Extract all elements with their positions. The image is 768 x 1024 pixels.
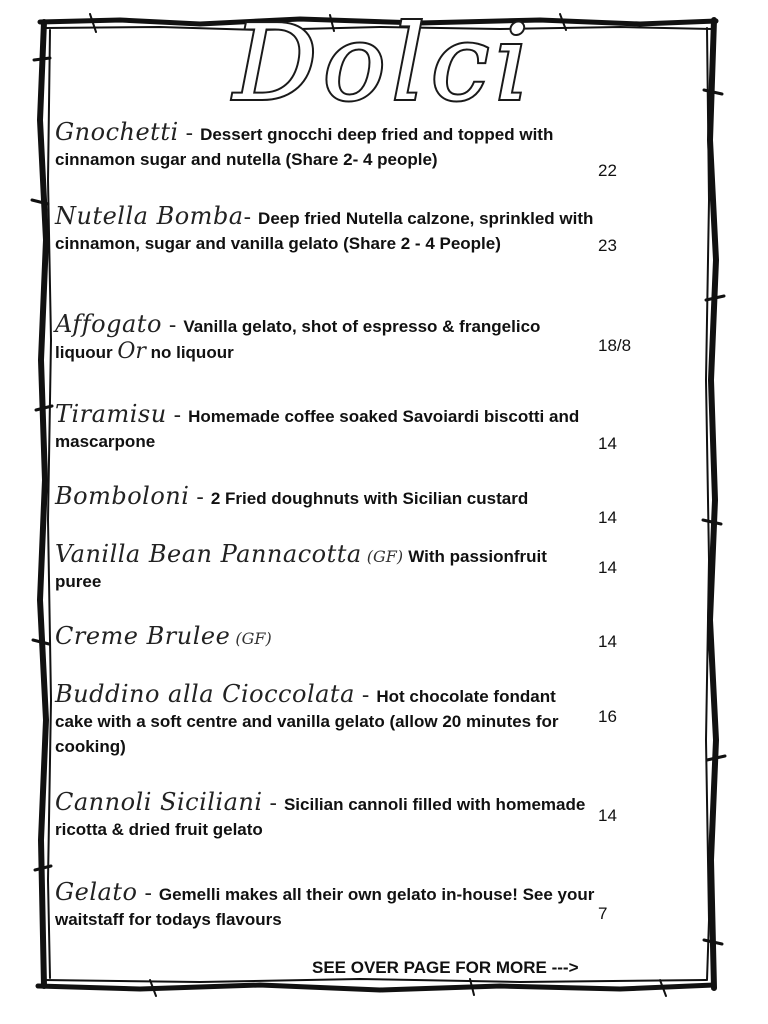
item-description: Homemade coffee soaked Savoiardi biscotti and mascarpone — [55, 407, 580, 451]
item-price: 14 — [598, 508, 617, 527]
item-price: 18/8 — [598, 336, 632, 355]
menu-item-nutella-bomba — [55, 202, 595, 256]
item-separator: - — [354, 683, 377, 708]
item-price: 14 — [598, 806, 617, 825]
menu-item-creme-brulee — [55, 622, 595, 650]
item-price: 7 — [598, 904, 608, 923]
item-or: Or — [117, 339, 146, 364]
item-description-alt: no liquour — [145, 343, 234, 362]
item-separator: - — [178, 121, 201, 146]
item-separator: - — [166, 403, 189, 428]
item-price: 22 — [598, 161, 617, 180]
item-price: 23 — [598, 236, 617, 255]
item-description: Hot chocolate fondant cake with a soft centre and vanilla gelato (allow 20 minutes for cooking) — [55, 687, 559, 756]
item-name: Cannoli Siciliani — [55, 788, 263, 816]
item-price: 14 — [598, 558, 617, 577]
menu-item-gnochetti — [55, 118, 595, 172]
menu-title: Dolci — [233, 2, 535, 124]
item-description: 2 Fried doughnuts with Sicilian custard — [210, 489, 529, 508]
menu-item-affogato — [55, 310, 595, 365]
item-name: Gnochetti — [55, 118, 179, 146]
item-name: Affogato — [55, 310, 162, 338]
item-description: With passionfruit puree — [55, 547, 547, 591]
see-over-page-note: SEE OVER PAGE FOR MORE ---> — [312, 958, 579, 977]
gluten-free-tag: (GF) — [230, 629, 272, 648]
menu-item-buddino-alla-cioccolata — [55, 680, 595, 759]
item-name: Buddino alla Cioccolata — [55, 680, 355, 708]
item-name: Gelato — [55, 878, 138, 906]
item-description: Vanilla gelato, shot of espresso & frangelico liquour — [55, 317, 541, 362]
item-name: Nutella Bomba — [55, 202, 244, 230]
item-separator: - — [137, 881, 159, 906]
item-description: Gemelli makes all their own gelato in-house! See your waitstaff for todays flavours — [55, 885, 595, 929]
menu-item-tiramisu — [55, 400, 595, 454]
menu-item-cannoli-siciliani — [55, 788, 595, 842]
item-separator: - — [161, 313, 184, 338]
item-price: 14 — [598, 434, 617, 453]
item-description: Deep fried Nutella calzone, sprinkled with cinnamon, sugar and vanilla gelato (Share 2 - 4 People) — [55, 209, 594, 253]
item-separator: - — [262, 791, 284, 816]
item-separator: - — [189, 485, 211, 510]
item-name: Bomboloni — [55, 482, 190, 510]
item-name: Vanilla Bean Pannacotta — [55, 540, 362, 568]
item-description: Sicilian cannoli filled with homemade ricotta & dried fruit gelato — [55, 795, 586, 839]
gluten-free-tag: (GF) — [361, 547, 409, 566]
item-name: Tiramisu — [55, 400, 167, 428]
item-price: 16 — [598, 707, 617, 726]
item-separator: - — [243, 205, 259, 230]
item-price: 14 — [598, 632, 617, 651]
menu-item-bomboloni — [55, 482, 595, 511]
item-description: Dessert gnocchi deep fried and topped with cinnamon sugar and nutella (Share 2- 4 people) — [55, 125, 554, 169]
item-name: Creme Brulee — [55, 622, 231, 650]
menu-item-vanilla-bean-pannacotta — [55, 540, 595, 594]
menu-item-gelato — [55, 878, 595, 932]
